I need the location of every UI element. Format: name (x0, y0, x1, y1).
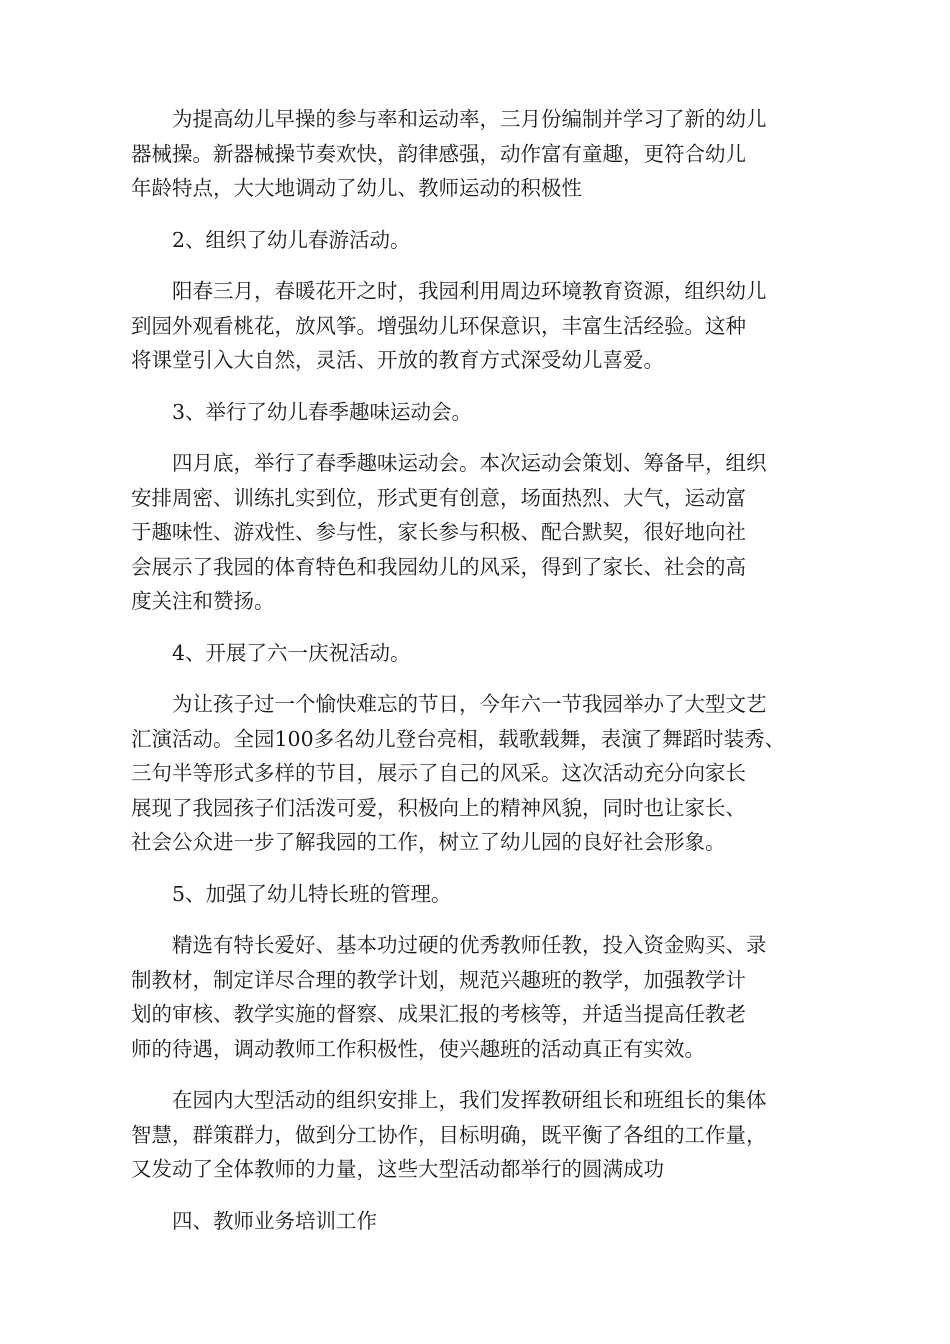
section-heading-teacher-training: 四、教师业务培训工作 (172, 1208, 377, 1233)
text-line: 为让孩子过一个愉快难忘的节日，今年六一节我园举办了大型文艺 (172, 692, 767, 716)
text-line: 制教材，制定详尽合理的教学计划，规范兴趣班的教学，加强教学计 (131, 967, 746, 992)
text-line: 智慧，群策群力，做到分工协作，目标明确，既平衡了各组的工作量， (131, 1122, 767, 1147)
text-line: 度关注和赞扬。 (131, 589, 275, 613)
text-line: 年龄特点，大大地调动了幼儿、教师运动的积极性 (131, 176, 582, 200)
text-line: 精选有特长爱好、基本功过硬的优秀教师任教，投入资金购买、录 (172, 933, 767, 957)
text-line: 到园外观看桃花，放风筝。增强幼儿环保意识，丰富生活经验。这种 (131, 313, 746, 338)
text-line: 师的待遇，调动教师工作积极性，使兴趣班的活动真正有实效。 (131, 1036, 705, 1061)
text-line: 器械操。新器械操节奏欢快，韵律感强，动作富有童趣，更符合幼儿 (131, 141, 746, 166)
text-line: 将课堂引入大自然，灵活、开放的教育方式深受幼儿喜爱。 (131, 348, 664, 372)
text-line: 划的审核、教学实施的督察、成果汇报的考核等，并适当提高任教老 (131, 1002, 746, 1026)
text-line: 安排周密、训练扎实到位，形式更有创意，场面热烈、大气，运动富 (131, 485, 746, 510)
paragraph-special-classes (131, 928, 821, 1066)
section-heading-sports-meet: 3、举行了幼儿春季趣味运动会。 (172, 399, 473, 424)
paragraph-spring-outing (131, 274, 821, 378)
section-heading-childrens-day: 4、开展了六一庆祝活动。 (172, 640, 411, 665)
section-heading-special-classes: 5、加强了幼儿特长班的管理。 (172, 881, 452, 906)
document-page (131, 102, 821, 1255)
text-line: 在园内大型活动的组织安排上，我们发挥教研组长和班组长的集体 (172, 1088, 767, 1112)
text-line: 为提高幼儿早操的参与率和运动率，三月份编制并学习了新的幼儿 (172, 107, 767, 131)
text-line: 汇演活动。全园100多名幼儿登台亮相，载歌载舞，表演了舞蹈时装秀、 (131, 726, 786, 751)
text-line: 四月底，举行了春季趣味运动会。本次运动会策划、筹备早，组织 (172, 451, 767, 475)
paragraph-large-activities (131, 1083, 821, 1187)
text-line: 三句半等形式多样的节目，展示了自己的风采。这次活动充分向家长 (131, 761, 746, 785)
text-line: 阳春三月，春暖花开之时，我园利用周边环境教育资源，组织幼儿 (172, 279, 767, 303)
paragraph-sports-meet (131, 446, 821, 619)
paragraph-childrens-day (131, 687, 821, 860)
text-line: 社会公众进一步了解我园的工作，树立了幼儿园的良好社会形象。 (131, 830, 726, 854)
text-line: 会展示了我园的体育特色和我园幼儿的风采，得到了家长、社会的高 (131, 554, 746, 579)
text-line: 展现了我园孩子们活泼可爱，积极向上的精神风貌，同时也让家长、 (131, 795, 746, 820)
text-line: 于趣味性、游戏性、参与性，家长参与积极、配合默契，很好地向社 (131, 520, 746, 544)
paragraph-morning-exercise (131, 102, 821, 206)
text-line: 又发动了全体教师的力量，这些大型活动都举行的圆满成功 (131, 1157, 664, 1181)
section-heading-spring-outing: 2、组织了幼儿春游活动。 (172, 227, 411, 252)
